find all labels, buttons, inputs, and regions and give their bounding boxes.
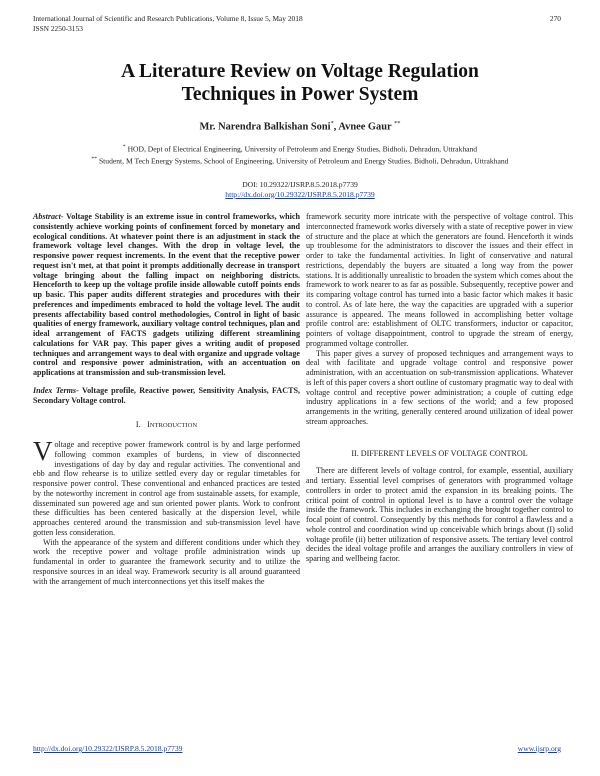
affiliation-2-text: Student, M Tech Energy Systems, School of Engineering, University of Petroleum and Energy Studies, Bidholi, Dehradun, Uttrakhand [98,156,509,166]
section-1-paragraph-2-continued: framework security more intricate with the perspective of voltage control. This interconnected framework works diversely with a state of receptive power in view of structure and the place at which the generators are found. Henceforth it winds up troublesome for the administrators to discover the issues and their effect in order to take the fundamental activities. In light of conservative and natural restrictions, dependably the buyers are situated a long way from the power stations. It is additionally unrealistic to broaden the system which comes about the framework to work nearer to as far as possible. Subsequently, receptive power and its comparing voltage control has turned into a basic factor which makes it basic to control. As of late here, the way the capacities are upgraded with a superior assurance is appeared. The means followed in accomplishing better voltage profile control are: establishment of OLTC transformers, inductor or capacitor, pointers of voltage disappointment, control to upgrade the stream of energy, programmed voltage controller. [306,212,573,348]
paper-title [0,60,600,106]
affiliation-1-mark: * [122,144,126,150]
section-1-numeral: I. [135,420,141,430]
affiliation-1 [0,142,600,155]
issn: ISSN 2250-3153 [33,23,83,33]
section-1-heading [33,420,300,431]
abstract-label: Abstract- [33,212,64,221]
author-1: Mr. Narendra Balkishan Soni [199,121,331,133]
doi-link[interactable]: http://dx.doi.org/10.29322/IJSRP.8.5.2018.p7739 [225,189,375,199]
doi-text: DOI: 10.29322/IJSRP.8.5.2018.p7739 [242,180,358,189]
running-header [33,14,561,33]
index-terms-text: - Voltage profile, Reactive power, Sensitivity Analysis, FACTS, Secondary Voltage control. [33,385,301,405]
section-1-paragraph-1 [33,436,300,538]
section-1-paragraph-1-text: oltage and receptive power framework control is by and large performed following common examples of burdens, in view of disconnected investigations of day by day and regular activities. The conventional and ebb and flow rehearse is to utilize settled every day or regular timetables for responsive power control. These conventional and enhanced practices are tested by the noteworthy increment in control age from sustainable assets, for example, disseminated sun powered age and sun oriented power plants. Work to confront these difficulties has been centered basically at the dispersion level, while approaches centered around the transmission and sub-transmission level have gotten less consideration. [33,440,300,537]
left-column [33,212,300,586]
page-footer [33,744,561,753]
drop-cap: V [33,436,53,466]
page-number: 270 [549,14,561,23]
affiliation-1-text: HOD, Dept of Electrical Engineering, University of Petroleum and Energy Studies, Bidholi, Dehradun, Uttrakhand [127,144,478,154]
index-terms-label: Index Terms [33,385,77,395]
footer-doi-link[interactable]: http://dx.doi.org/10.29322/IJSRP.8.5.2018.p7739 [33,744,183,753]
title-line-2: Techniques in Power System [181,84,419,105]
journal-name: International Journal of Scientific and Research Publications, Volume 8, Issue 5, May 2018 [33,14,303,23]
right-column [306,212,573,564]
section-1-heading-rest: NTRODUCTION [149,422,198,430]
section-1-paragraph-2: With the appearance of the system and different conditions under which they work the receptive power and voltage profile administration winds up fundamental in order to guarantee the framework security and to utilize the responsive sources in an ideal way. Framework security is all around guaranteed with the arrangement of much interconnections yet this itself makes the [33,537,300,586]
abstract [33,212,300,378]
section-2-heading: II. DIFFERENT LEVELS OF VOLTAGE CONTROL [351,448,528,458]
author-separator: , [333,121,339,133]
author-2-mark: ** [394,120,401,127]
affiliation-2-mark: ** [91,156,98,162]
section-1-heading-initial: I [147,420,150,430]
footer-site-link[interactable]: www.ijsrp.org [517,744,561,753]
index-terms [33,386,300,406]
abstract-text: Voltage Stability is an extreme issue in control frameworks, which consistently achieve working points of confinement forced by monetary and ecological conditions. At whatever point there is an adjustment in stack the framework voltage level changes. With the drop in voltage level, the responsive power request increments. In the event that the receptive power request isn't met, at that point it prompts additionally decrease in transport voltage bringing about the falling impact on neighboring districts. Henceforth to keep up the voltage profile inside allowable cutoff points ends up basic. This paper audits different strategies and procedures with their preferences and impediments embraced to hold the voltage level. The audit presents affectability based control methodologies, Control in light of basic qualities of energy framework, auxiliary voltage control techniques, plan and ideal arrangement of FACTS gadgets utilizing different streamlining calculations for VAR pay. This paper gives a writing audit of proposed techniques and arrangement ways to deal with organize and upgrade voltage control and responsive power administration, with an accentuation on applications at transmission and sub-transmission level. [33,212,300,377]
author-list [0,120,600,132]
author-1-mark: * [330,120,334,127]
section-1-paragraph-3: This paper gives a survey of proposed techniques and arrangement ways to deal with facilitate and upgrade voltage control and responsive power administration, with an accentuation on sub-transmission applications. Whatever is left of this paper covers a short outline of customary pragmatic way to deal with voltage control and receptive power administration; a couple of cutting edge industry applications in a few sections of the world; and a few proposed arrangements in the writing, generally centered around utilization of ideal power stream approaches. [306,348,573,426]
author-2: Avnee Gaur [338,121,392,133]
affiliation-2 [0,154,600,167]
title-line-1: A Literature Review on Voltage Regulation [121,61,479,82]
doi-block [0,180,600,199]
section-2-paragraph-1: There are different levels of voltage control, for example, essential, auxiliary and tertiary. Essential level comprises of generators with programmed voltage controllers in order to protect amid the expansion in its breaking points. The critical point of control in optional level is to have a control over the voltage inside the framework. This includes in exchanging the brought together control to focal point of control. Consequently by this methods for control a flawless and a whole control and coordination wind up conceivable which brings about (I) solid voltage profile (ii) better utilization of responsive assets. The tertiary level control decides the ideal voltage profile and arranges the auxiliary controllers in view of sparing and wellbeing factor. [306,466,573,563]
